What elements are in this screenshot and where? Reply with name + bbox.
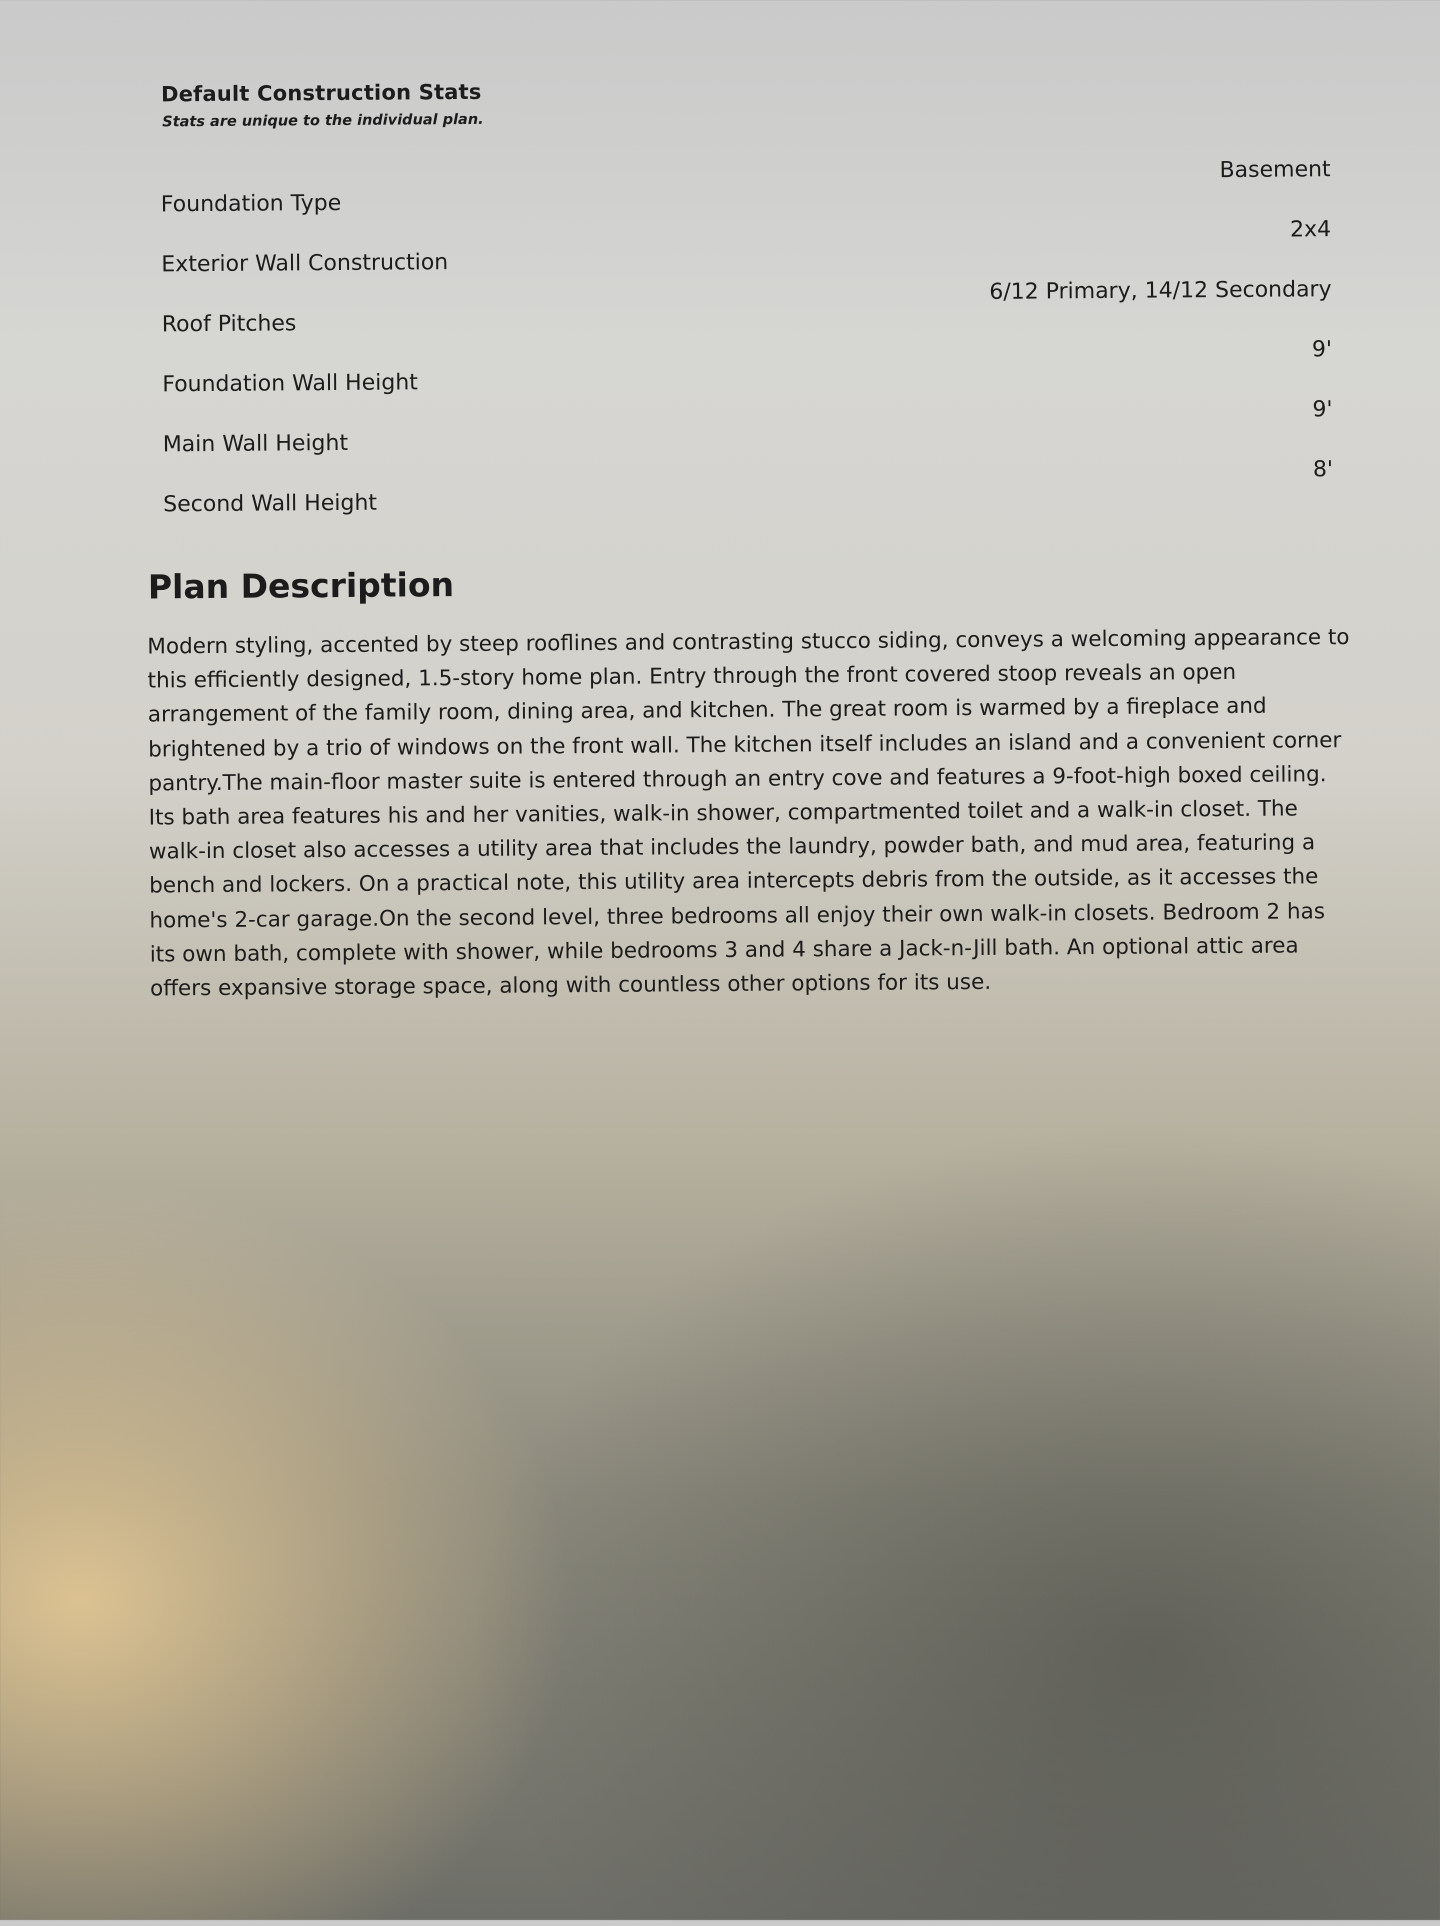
stat-label: Main Wall Height — [162, 430, 349, 458]
stat-value: 9' — [1311, 337, 1333, 363]
stat-value: Basement — [1219, 157, 1331, 184]
stat-label: Roof Pitches — [161, 311, 297, 338]
stat-label: Exterior Wall Construction — [161, 250, 449, 278]
stat-value: 8' — [1312, 457, 1334, 483]
stat-row-foundation-wall-height — [162, 333, 1332, 402]
stat-row-second-wall-height — [163, 453, 1333, 522]
stats-table — [161, 153, 1334, 522]
plan-description-heading: Plan Description — [147, 565, 455, 607]
stat-value: 6/12 Primary, 14/12 Secondary — [989, 277, 1332, 305]
stat-row-exterior-wall — [161, 213, 1331, 282]
stat-value: 9' — [1312, 397, 1333, 423]
stat-label: Foundation Type — [160, 190, 342, 218]
stat-value: 2x4 — [1289, 217, 1332, 243]
stats-subtitle: Stats are unique to the individual plan. — [162, 111, 484, 131]
stat-row-roof-pitches — [161, 273, 1331, 342]
plan-description-body: Modern styling, accented by steep rooflines and contrasting stucco siding, conveys a welcoming appearance to this efficiently designed, 1.5-story home plan. Entry through the front covered stoop reveals an open arrangement of the family room, dining area, and kitchen. The great room is warmed by a fireplace and brightened by a trio of windows on the front wall. The kitchen itself includes an island and a convenient corner pantry.The main-floor master suite is entered through an entry cove and features a 9-foot-high boxed ceiling. Its bath area features his and her vanities, walk-in shower, compartmented toilet and a walk-in closet. The walk-in closet also accesses a utility area that includes the laundry, powder bath, and mud area, featuring a bench and lockers. On a practical note, this utility area intercepts debris from the outside, as it accesses the home's 2-car garage.On the second level, three bedrooms all enjoy their own walk-in closets. Bedroom 2 has its own bath, complete with shower, while bedrooms 3 and 4 share a Jack-n-Jill bath. An optional attic area offers expansive storage space, along with countless other options for its use. — [147, 625, 1350, 1002]
stat-label: Foundation Wall Height — [162, 370, 418, 398]
stats-heading: Default Construction Stats — [160, 79, 482, 107]
stat-row-main-wall-height — [162, 393, 1332, 462]
stat-label: Second Wall Height — [163, 490, 378, 518]
stat-row-foundation-type — [161, 153, 1331, 222]
